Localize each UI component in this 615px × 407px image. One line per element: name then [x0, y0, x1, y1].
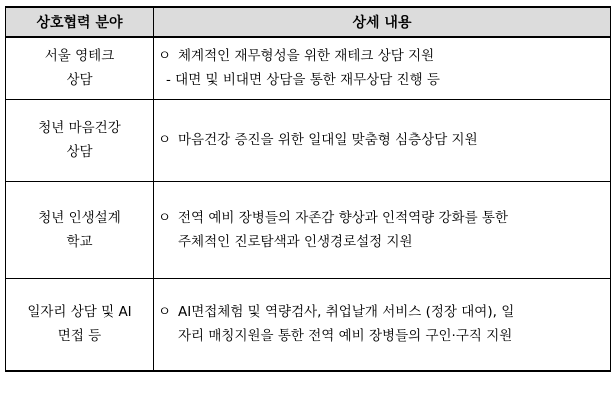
header-detail: 상세 내용 [154, 7, 611, 37]
table-row [6, 278, 611, 371]
detail-bullet-line [158, 128, 610, 152]
row-detail [154, 99, 611, 181]
row-detail [154, 181, 611, 278]
bullet-mark: ㅇ [158, 304, 172, 321]
detail-bullet-line [158, 44, 610, 68]
row-field-line: 면접 등 [57, 328, 102, 345]
table-row [6, 37, 611, 99]
row-field-line: 상담 [66, 144, 93, 160]
detail-bullet-line [158, 206, 610, 230]
row-detail [154, 37, 611, 99]
row-detail [154, 278, 611, 371]
detail-text: AI면접체험 및 역량검사, 취업날개 서비스 (정장 대여), 일 [178, 304, 515, 321]
detail-sub-line: - 대면 및 비대면 상담을 통한 재무상담 진행 등 [166, 72, 440, 89]
row-field [6, 37, 154, 99]
table-header-row [6, 7, 611, 37]
row-field-line: 청년 마음건강 [38, 120, 121, 136]
row-field-line: 일자리 상담 및 AI [27, 304, 132, 321]
row-field-line: 청년 인생설계 [38, 209, 121, 226]
header-field: 상호협력 분야 [6, 7, 154, 37]
detail-text: 체계적인 재무형성을 위한 재테크 상담 지원 [178, 48, 435, 65]
bullet-mark: ㅇ [158, 132, 172, 148]
table-row [6, 99, 611, 181]
detail-continuation-line: 주체적인 진로탐색과 인생경로설정 지원 [178, 233, 413, 250]
row-field-line: 학교 [66, 233, 93, 250]
detail-continuation-line: 자리 매칭지원을 통한 전역 예비 장병들의 구인·구직 지원 [178, 328, 513, 345]
row-field [6, 99, 154, 181]
cooperation-table [5, 6, 611, 372]
table-row [6, 181, 611, 278]
row-field [6, 181, 154, 278]
row-field [6, 278, 154, 371]
detail-bullet-line [158, 300, 610, 324]
row-field-line: 상담 [66, 72, 93, 89]
detail-text: 전역 예비 장병들의 자존감 향상과 인적역량 강화를 통한 [178, 209, 508, 226]
bullet-mark: ㅇ [158, 209, 172, 226]
bullet-mark: ㅇ [158, 48, 172, 65]
row-field-line: 서울 영테크 [44, 48, 115, 65]
detail-text: 마음건강 증진을 위한 일대일 맞춤형 심층상담 지원 [178, 132, 478, 148]
